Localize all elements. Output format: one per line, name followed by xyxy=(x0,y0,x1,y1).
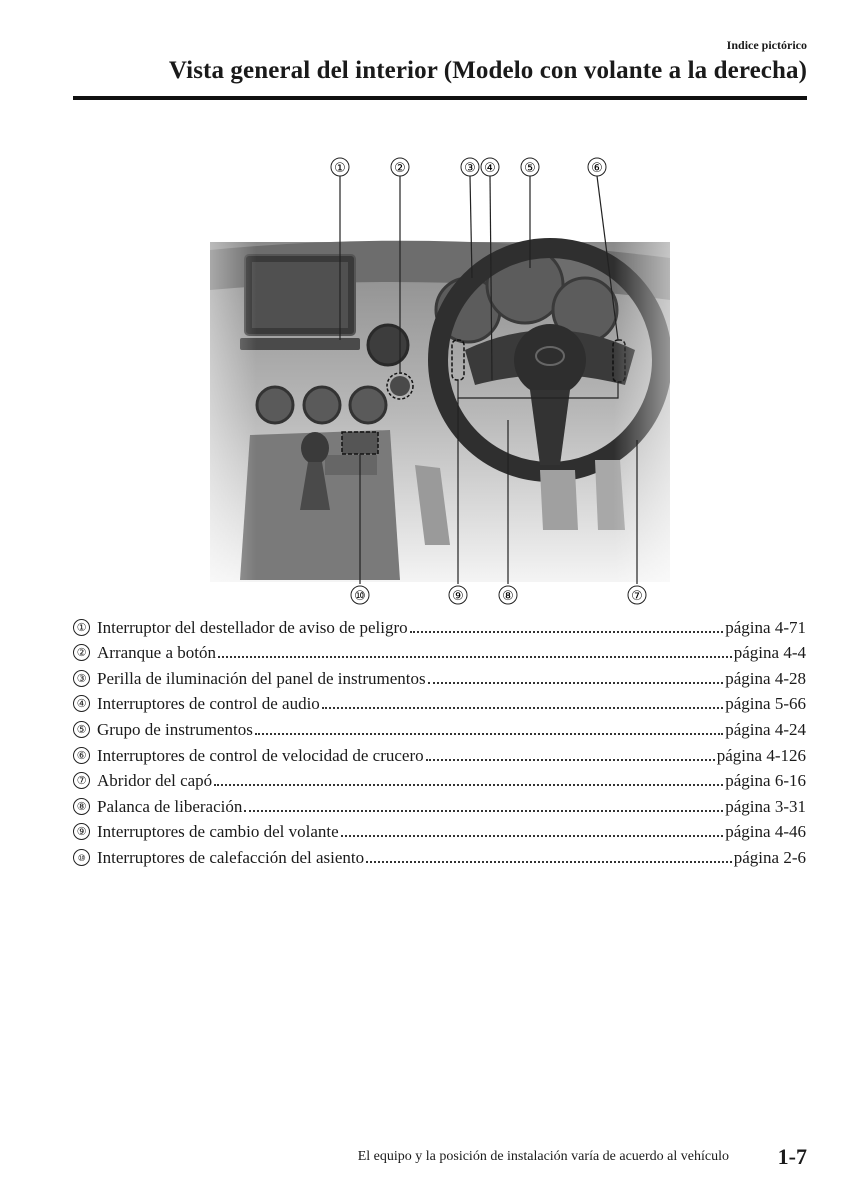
leader-dots xyxy=(426,759,715,761)
page-title: Vista general del interior (Modelo con volante a la derecha) xyxy=(168,57,807,84)
legend-label: Arranque a botón xyxy=(97,643,216,663)
legend-item xyxy=(73,817,806,843)
legend-page-ref: página 4-46 xyxy=(725,822,806,842)
callout-3: ③ xyxy=(464,160,476,175)
legend-page-ref: página 2-6 xyxy=(733,847,806,867)
legend-item xyxy=(73,689,806,715)
legend-page-ref: página 6-16 xyxy=(725,771,806,791)
leader-dots xyxy=(428,682,724,684)
leader-dots xyxy=(218,656,732,658)
legend-item xyxy=(73,842,806,868)
callout-10: ⑩ xyxy=(354,588,366,603)
leader-dots xyxy=(322,707,723,709)
leader-dots xyxy=(244,810,723,812)
legend-page-ref: página 4-4 xyxy=(733,643,806,663)
callout-9: ⑨ xyxy=(452,588,464,603)
legend-label: Abridor del capó xyxy=(97,771,213,791)
legend-label: Interruptores de calefacción del asiento xyxy=(97,847,365,867)
legend-item xyxy=(73,663,806,689)
leader-dots xyxy=(214,784,723,786)
legend-item xyxy=(73,638,806,664)
leader-dots xyxy=(341,835,724,837)
callout-7: ⑦ xyxy=(631,588,643,603)
legend-page-ref: página 3-31 xyxy=(725,796,806,816)
legend-label: Interruptores de cambio del volante xyxy=(97,822,339,842)
legend-page-ref: página 4-71 xyxy=(725,617,806,637)
leader-dots xyxy=(255,733,723,735)
interior-illustration xyxy=(200,150,670,610)
legend-page-ref: página 4-126 xyxy=(716,745,806,765)
legend-number: ① xyxy=(73,619,90,636)
leader-dots xyxy=(366,861,732,863)
legend-number: ⑤ xyxy=(73,721,90,738)
legend-item xyxy=(73,740,806,766)
legend-item xyxy=(73,766,806,792)
legend-number: ② xyxy=(73,644,90,661)
callout-4: ④ xyxy=(484,160,496,175)
legend-label: Interruptores de control de velocidad de crucero xyxy=(97,745,424,765)
legend-label: Grupo de instrumentos xyxy=(97,719,253,739)
legend-number: ⑩ xyxy=(73,849,90,866)
legend-number: ③ xyxy=(73,670,90,687)
legend-label: Interruptores de control de audio xyxy=(97,694,320,714)
interior-overview-figure xyxy=(200,150,670,610)
legend-number: ⑦ xyxy=(73,772,90,789)
legend-item xyxy=(73,714,806,740)
callout-5: ⑤ xyxy=(524,160,536,175)
leader-dots xyxy=(410,631,724,633)
legend-item xyxy=(73,612,806,638)
legend-page-ref: página 5-66 xyxy=(725,694,806,714)
legend-label: Palanca de liberación xyxy=(97,796,243,816)
top-callouts xyxy=(331,158,606,176)
section-label: Indice pictórico xyxy=(726,38,807,52)
callout-6: ⑥ xyxy=(591,160,603,175)
legend-page-ref: página 4-28 xyxy=(725,668,806,688)
legend-number: ⑧ xyxy=(73,798,90,815)
callout-1: ① xyxy=(334,160,346,175)
legend-label: Perilla de iluminación del panel de instrumentos xyxy=(97,668,426,688)
component-legend xyxy=(73,612,806,868)
legend-number: ⑨ xyxy=(73,823,90,840)
legend-label: Interruptor del destellador de aviso de peligro xyxy=(97,617,408,637)
legend-page-ref: página 4-24 xyxy=(725,719,806,739)
footer-note: El equipo y la posición de instalación varía de acuerdo al vehículo xyxy=(357,1149,729,1164)
legend-number: ④ xyxy=(73,695,90,712)
callout-2: ② xyxy=(394,160,406,175)
callout-8: ⑧ xyxy=(502,588,514,603)
legend-number: ⑥ xyxy=(73,747,90,764)
legend-item xyxy=(73,791,806,817)
bottom-callouts xyxy=(351,586,646,604)
page-number: 1-7 xyxy=(777,1144,807,1169)
title-rule xyxy=(73,96,807,100)
